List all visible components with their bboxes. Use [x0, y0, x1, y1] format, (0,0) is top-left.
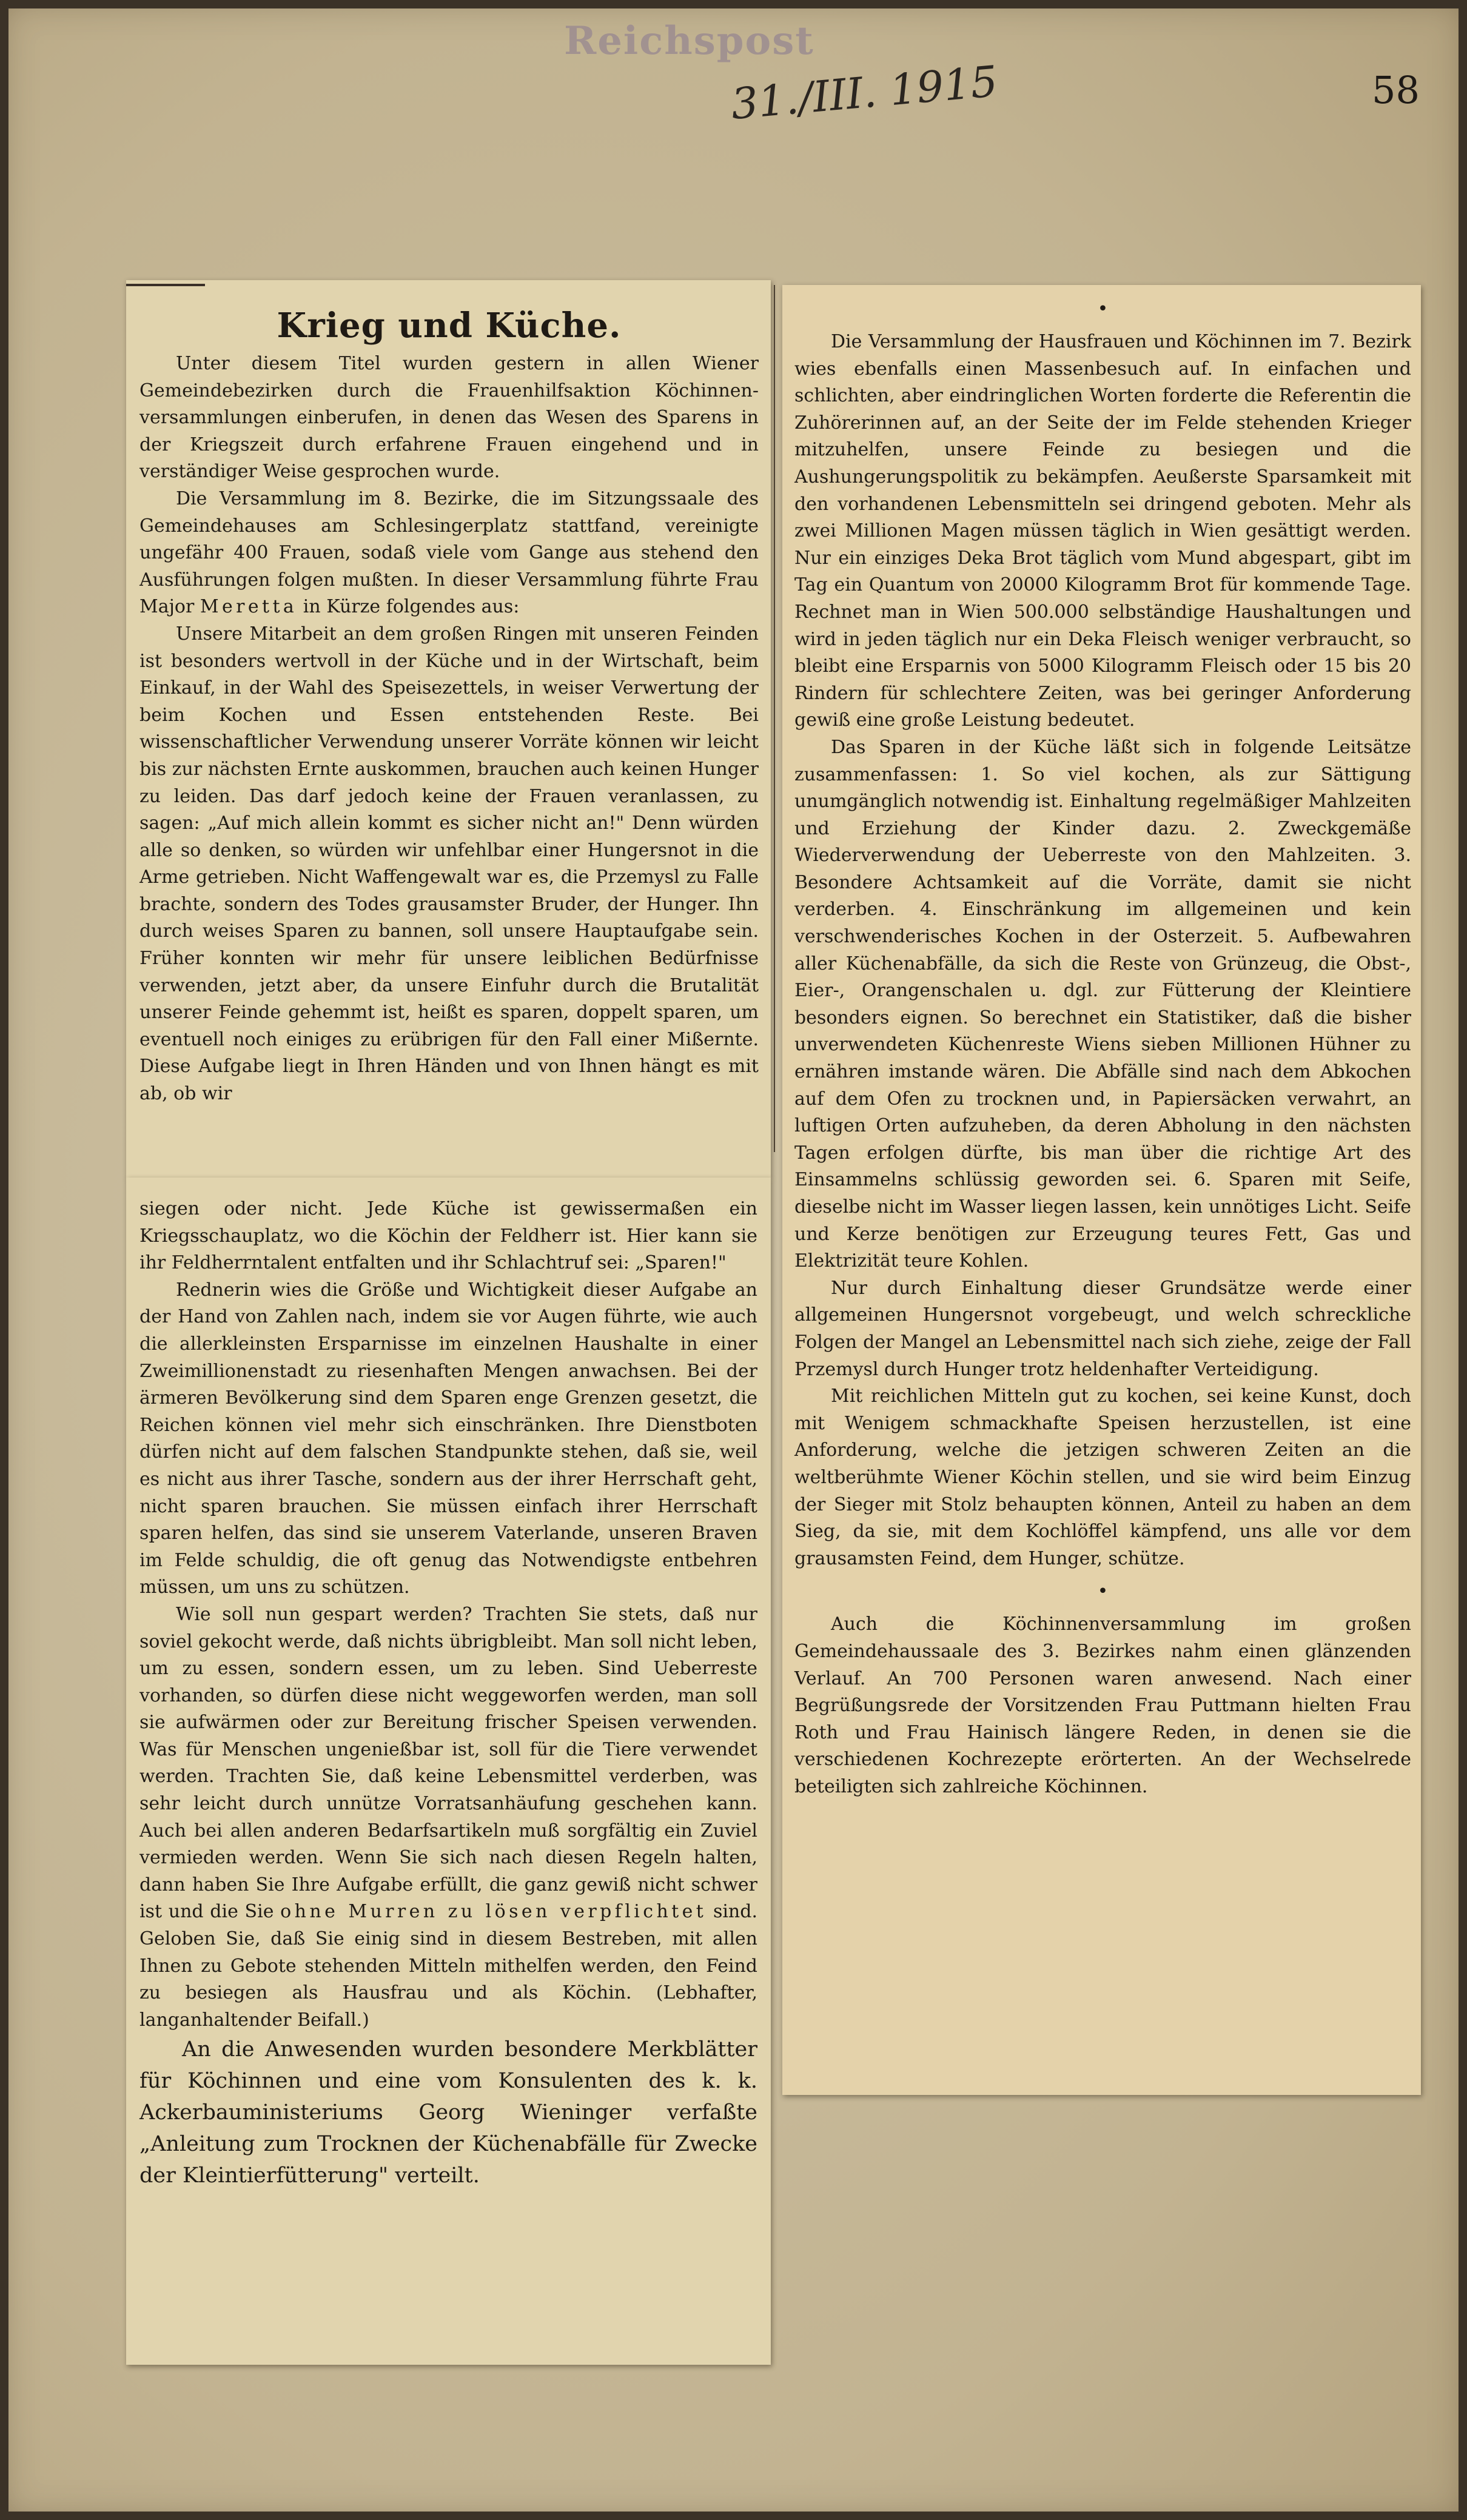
text-run: sind. Geloben Sie, daß Sie einig sind in diesem Bestreben, mit allen Ihnen zu Gebote stehenden Mitteln mithelfen werden, den Feind zu besiegen als Hausfrau und als Köchin. (Lebhafter, langanhaltender Beifall.)	[139, 1901, 757, 2031]
clipping-column-c	[782, 285, 1421, 2095]
text-run: in Kürze folgendes aus:	[297, 596, 520, 618]
article-paragraph: Die Versammlung der Hausfrauen und Köchinnen im 7. Bezirk wies ebenfalls einen Massenbesuch auf. In einfachen und schlichten, aber eindringlichen Worten forderte die Referentin die Zuhörerinnen auf, an der Seite der im Felde stehenden Krieger mitzuhelfen, unsere Feinde zu besiegen und die Aushungerungspolitik zu bekämpfen. Aeußerste Sparsamkeit mit den vorhandenen Lebensmitteln sei dringend geboten. Mehr als zwei Millionen Magen müssen täglich in Wien gesättigt werden. Nur ein einziges Deka Brot täglich vom Mund abgespart, gibt im Tag ein Quantum von 20000 Kilogramm Brot für kommende Tage. Rechnet man in Wien 500.000 selbständige Haushaltungen und wird in jeden täglich nur ein Deka Fleisch weniger verbraucht, so bleibt eine Ersparnis von 5000 Kilogramm Fleisch oder 15 bis 20 Rindern für schlechtere Zeiten, was bei geringer Anforderung gewiß eine große Leistung bedeutet.	[794, 331, 1411, 731]
article-paragraph: Das Sparen in der Küche läßt sich in folgende Leitsätze zusammenfassen: 1. So viel kochen, als zur Sättigung unumgänglich notwendig ist. Einhaltung regelmäßiger Mahlzeiten und Erziehung der Kinder dazu. 2. Zweckgemäße Wiederverwendung der Ueberreste von den Mahlzeiten. 3. Besondere Achtsamkeit auf die Vorräte, damit sie nicht verderben. 4. Einschränkung im allgemeinen und kein verschwenderisches Kochen in der Osterzeit. 5. Aufbewahren aller Küchenabfälle, da sich die Reste von Grünzeug, die Obst-, Eier-, Orangenschalen u. dgl. zur Fütterung der Kleintiere besonders eignen. So berechnet ein Statistiker, daß die bisher unverwendeten Küchenreste Wiens sieben Millionen Hühner zu ernähren imstande wären. Die Abfälle sind nach dem Abkochen auf dem Ofen zu trocknen und, in Papiersäcken verwahrt, an luftigen Orten aufzuheben, da deren Abholung in den nächsten Tagen erfolgen dürfte, bis man über die richtige Art des Einsammelns schlüssig geworden sei. 6. Sparen mit Seife, dieselbe nicht im Wasser liegen lassen, kein unnötiges Licht. Seife und Kerze benötigen zur Erzeugung teures Fett, Gas und Elektrizität teure Kohlen.	[794, 736, 1411, 1272]
article-paragraph: Rednerin wies die Größe und Wichtigkeit dieser Aufgabe an der Hand von Zahlen nach, indem sie vor Augen führte, wie auch die allerkleinsten Ersparnisse im einzelnen Haushalte in einer Zweimillionenstadt zu riesenhaften Mengen anwachsen. Bei der ärmeren Bevölkerung sind dem Sparen enge Grenzen gesetzt, die Reichen können viel mehr sich einschränken. Ihre Dienstboten dürfen nicht auf dem falschen Standpunkte stehen, daß sie, weil es nicht aus ihrer Tasche, sondern aus der ihrer Herrschaft geht, nicht sparen brauchen. Sie müssen einfach ihrer Herrschaft sparen helfen, das sind sie unserem Vaterlande, unseren Braven im Felde schuldig, die oft genug das Notwendigste entbehren müssen, um uns zu schützen.	[139, 1279, 757, 1598]
handwritten-date: 31./III. 1915	[729, 56, 1000, 130]
clipping-column-a	[126, 280, 771, 1178]
text-run: Die Versammlung im 8. Bezirke, die im Sitzungssaale des Gemeindehauses am Schlesingerplatz stattfand, vereinigte ungefähr 400 Frauen, sodaß viele vom Gange aus stehend den Ausführungen folgen mußten. In dieser Versammlung führte Frau Major	[139, 488, 759, 618]
bullet-separator: •	[1097, 1581, 1109, 1603]
article-paragraph: siegen oder nicht. Jede Küche ist gewissermaßen ein Kriegsschauplatz, wo die Köchin der Feldherr ist. Hier kann sie ihr Feldherrntalent entfalten und ihr Schlachtruf sei: „Sparen!"	[139, 1198, 757, 1274]
column-divider	[774, 285, 775, 1152]
text-run: Wie soll nun gespart werden? Trachten Sie stets, daß nur soviel gekocht werde, daß nichts übrigbleibt. Man soll nicht leben, um zu essen, sondern essen, um zu leben. Sind Ueberreste vorhanden, so dürfen diese nicht weggeworfen werden, man soll sie aufwärmen oder zur Bereitung frischer Speisen verwenden. Was für Menschen ungenießbar ist, soll für die Tiere verwendet werden. Trachten Sie, daß keine Lebensmittel verderben, was sehr leicht durch unnütze Vorratsanhäufung geschehen kann. Auch bei allen anderen Bedarfsartikeln muß sorgfältig ein Zuviel vermieden werden. Wenn Sie sich nach diesen Regeln halten, dann haben Sie Ihre Aufgabe erfüllt, die ganz gewiß nicht schwer ist und die Sie	[139, 1603, 757, 1923]
newspaper-stamp: Reichspost	[564, 18, 814, 64]
bullet-separator: •	[1097, 298, 1109, 320]
article-paragraph: Unter diesem Titel wurden gestern in allen Wiener Gemeindebezirken durch die Frauenhilfsaktion Köchinnen-versammlungen einberufen, in denen das Wesen des Sparens in der Kriegszeit durch erfahrene Frauen eingehend und in verständiger Weise gesprochen wurde.	[139, 353, 759, 483]
article-paragraph: Auch die Köchinnenversammlung im großen Gemeindehaussaale des 3. Bezirkes nahm einen glänzenden Verlauf. An 700 Personen waren anwesend. Nach einer Begrüßungsrede der Vorsitzenden Frau Puttmann hielten Frau Roth und Frau Hainisch längere Reden, in denen sie die verschiedenen Kochrezepte erörterten. An der Wechselrede beteiligten sich zahlreiche Köchinnen.	[794, 1614, 1411, 1797]
article-paragraph: Unsere Mitarbeit an dem großen Ringen mit unseren Feinden ist besonders wertvoll in der Küche und in der Wirtschaft, beim Einkauf, in der Wahl des Speisezettels, in weiser Verwertung der beim Kochen und Essen entstehenden Reste. Bei wissenschaftlicher Verwendung unserer Vorräte können wir leicht bis zur nächsten Ernte auskommen, brauchen auch keinen Hunger zu leiden. Das darf jedoch keine der Frauen veranlassen, zu sagen: „Auf mich allein kommt es sicher nicht an!" Denn würden alle so denken, so würden wir unfehlbar einer Hungersnot in die Arme getrieben. Nicht Waffengewalt war es, die Przemysl zu Falle brachte, sondern des Todes grausamster Bruder, der Hunger. Ihn durch weises Sparen zu bannen, soll unsere Hauptaufgabe sein. Früher konnten wir mehr für unsere leiblichen Bedürfnisse verwenden, jetzt aber, da unsere Einfuhr durch die Brutalität unserer Feinde gehemmt ist, heißt es sparen, doppelt sparen, um eventuell noch einiges zu erübrigen für den Fall einer Mißernte. Diese Aufgabe liegt in Ihren Händen und von Ihnen hängt es mit ab, ob wir	[139, 623, 759, 1105]
article-paragraph: An die Anwesenden wurden besondere Merkblätter für Köchinnen und eine vom Konsulenten des k. k. Ackerbauministeriums Georg Wieninger verfaßte „Anleitung zum Trocknen der Küchenabfälle für Zwecke der Kleintierfütterung" verteilt.	[139, 2037, 757, 2188]
article-paragraph: Mit reichlichen Mitteln gut zu kochen, sei keine Kunst, doch mit Wenigem schmackhafte Speisen herzustellen, ist eine Anforderung, welche die jetzigen schweren Zeiten an die weltberühmte Wiener Köchin stellen, und sie wird beim Einzug der Sieger mit Stolz behaupten können, Anteil zu haben an dem Sieg, da sie, mit dem Kochlöffel kämpfend, uns alle vor dem grausamsten Feind, dem Hunger, schütze.	[794, 1386, 1411, 1569]
article-title: Krieg und Küche.	[277, 306, 622, 346]
spaced-text: ohne Murren zu lösen verpflichtet	[280, 1901, 707, 1923]
article-paragraph: Nur durch Einhaltung dieser Grundsätze werde einer allgemeinen Hungersnot vorgebeugt, und welch schreckliche Folgen der Mangel an Lebensmittel nach sich ziehe, zeige der Fall Przemysl durch Hunger trotz heldenhafter Verteidigung.	[794, 1277, 1411, 1380]
speaker-name: Meretta	[200, 596, 298, 618]
column-rule	[126, 284, 205, 286]
clipping-column-b	[126, 1178, 771, 2365]
page-number: 58	[1372, 68, 1420, 112]
article-paragraph	[139, 486, 759, 621]
article-paragraph	[139, 1601, 757, 2034]
